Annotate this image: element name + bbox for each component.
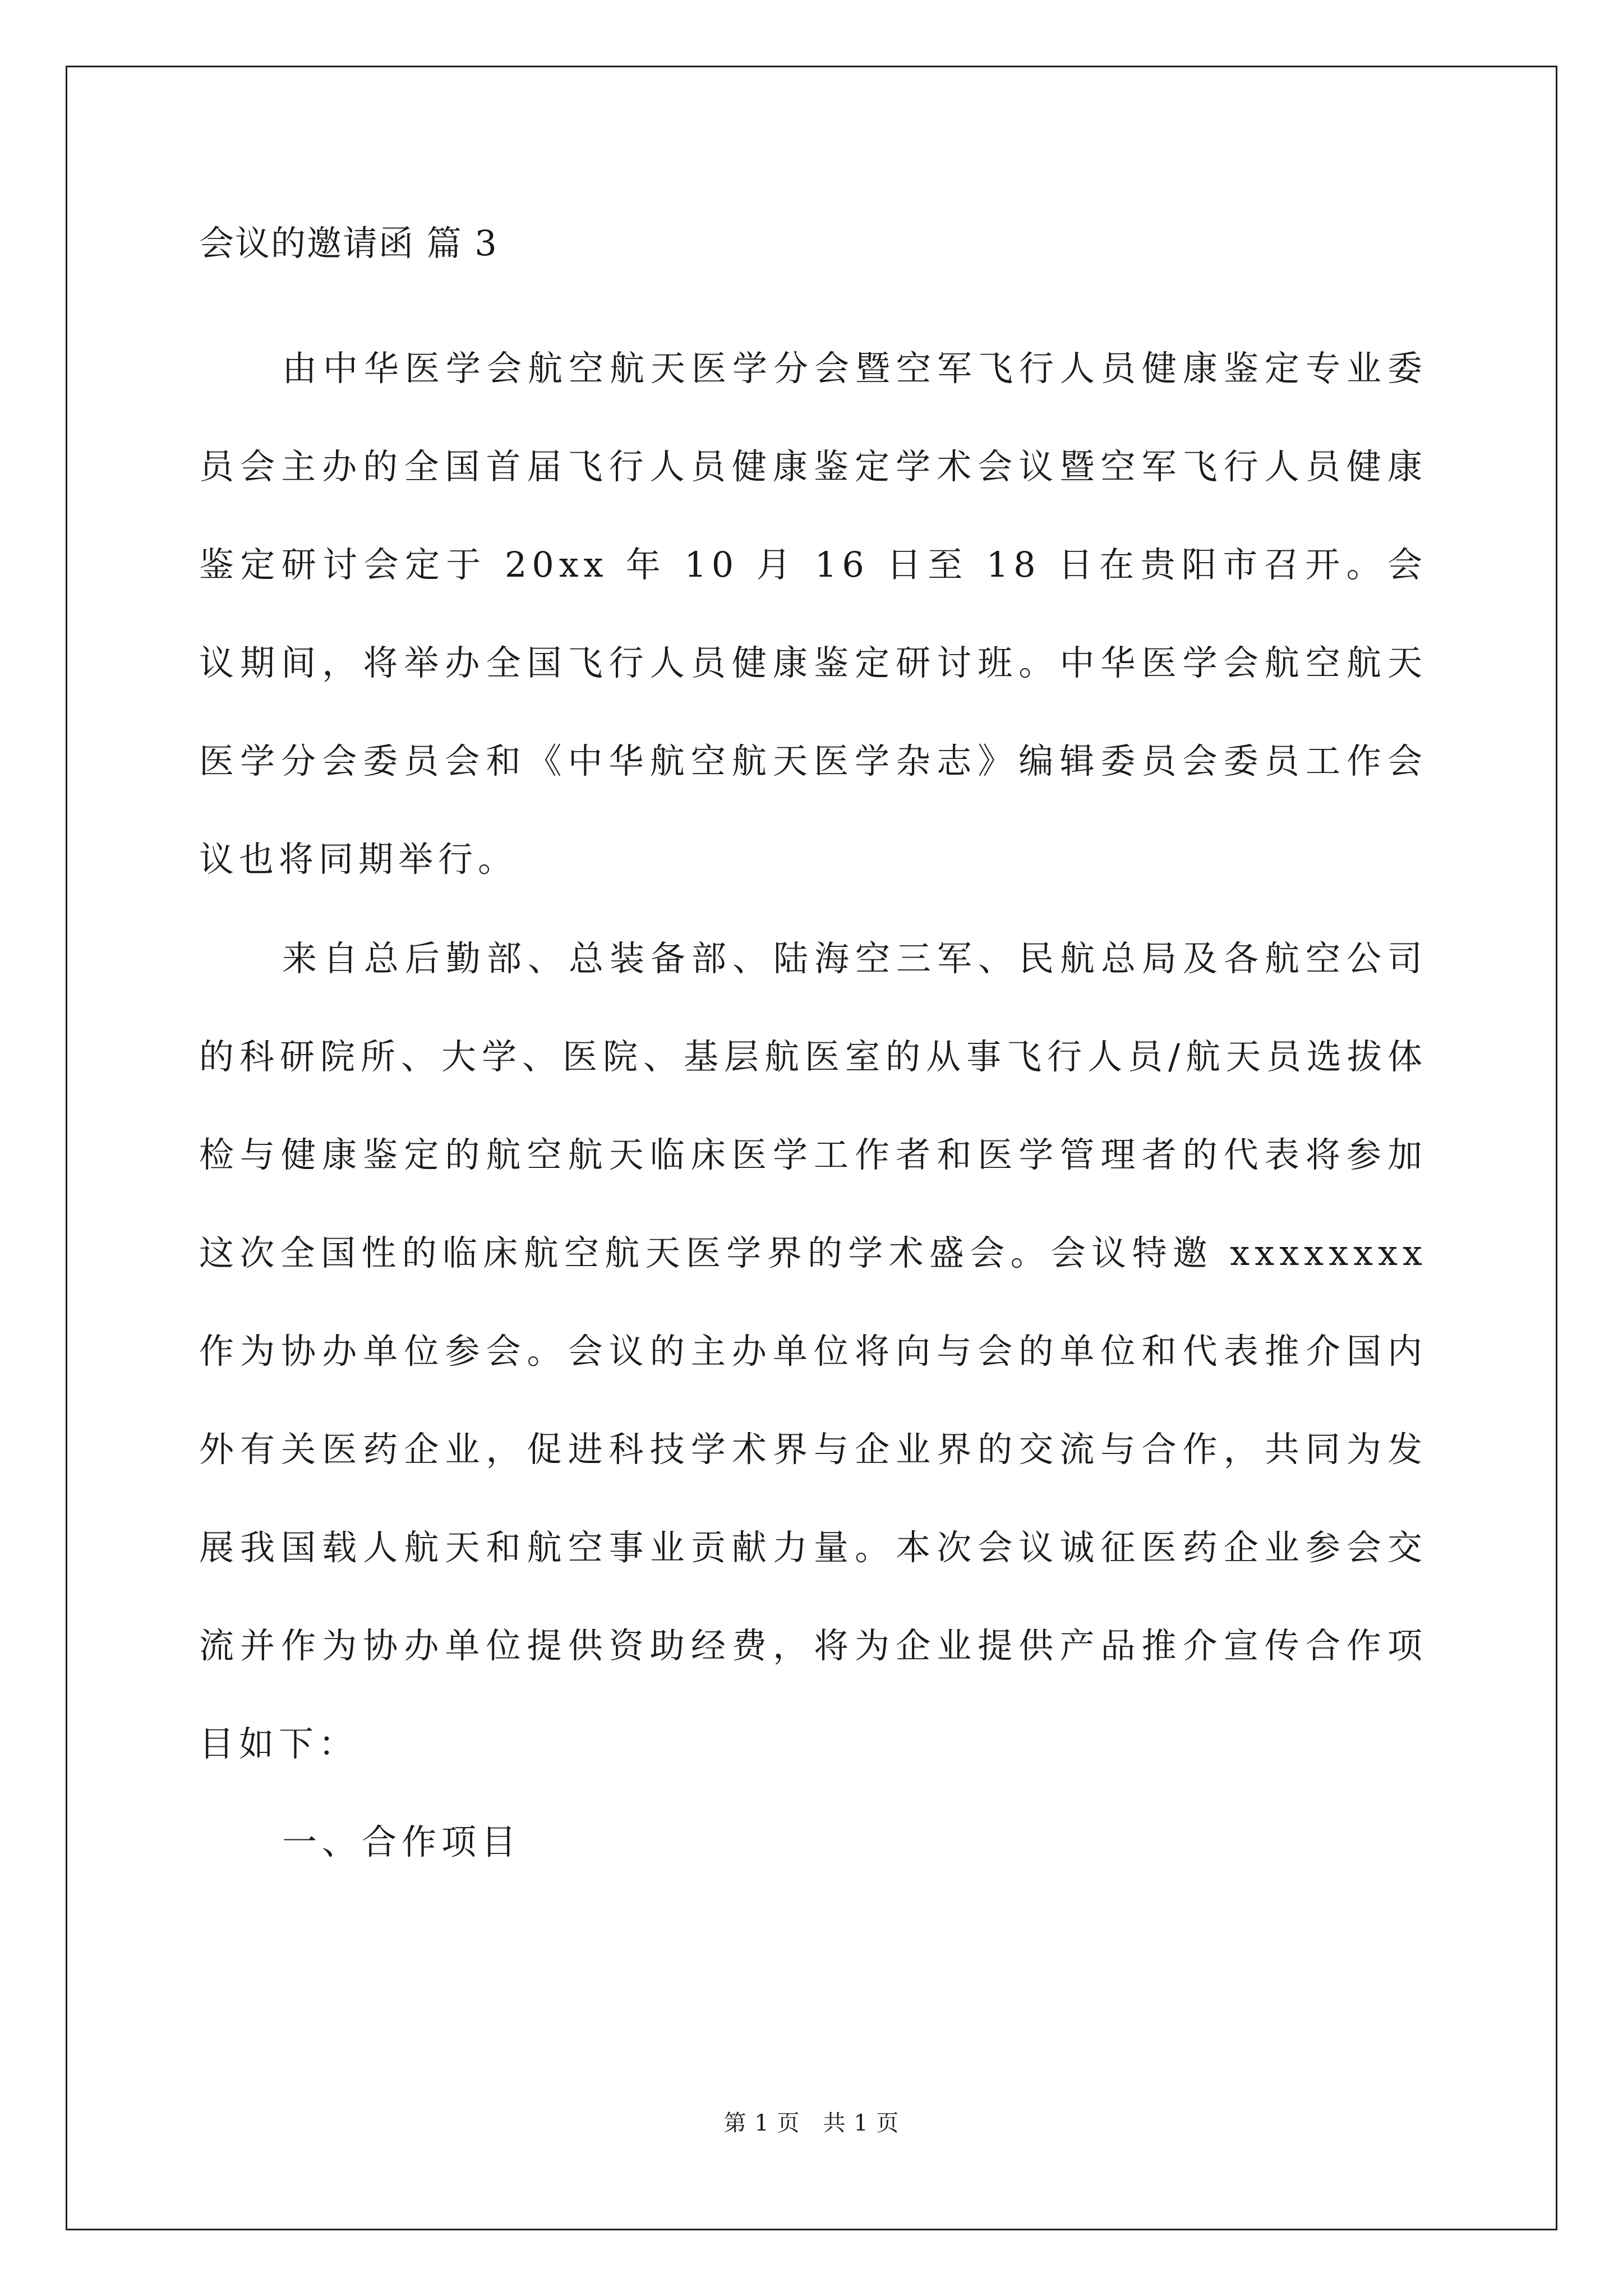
paragraph-2: 来自总后勤部、总装备部、陆海空三军、民航总局及各航空公司的科研院所、大学、医院、基层航医室的从事飞行人员/航天员选拔体检与健康鉴定的航空航天临床医学工作者和医学管理者的代表将参加这次全国性的临床航空航天医学界的学术盛会。会议特邀 xxxxxxxx 作为协办单位参会。会议的主办单位将向与会的单位和代表推介国内外有关医药企业，促进科技学术界与企业界的交流与合作，共同为发展我国载人航天和航空事业贡献力量。本次会议诚征医药企业参会交流并作为协办单位提供资助经费，将为企业提供产品推介宣传合作项目如下： [199,938,1427,1764]
page-number-footer: 第 1 页 共 1 页 [723,2110,900,2136]
document-title: 会议的邀请函 篇 3 [199,223,498,264]
document-body [199,222,1427,1891]
section-heading: 一、合作项目 [282,1821,522,1862]
paragraph-1: 由中华医学会航空航天医学分会暨空军飞行人员健康鉴定专业委员会主办的全国首届飞行人员健康鉴定学术会议暨空军飞行人员健康鉴定研讨会定于 20xx 年 10 月 16 日至 18 日在贵阳市召开。会议期间，将举办全国飞行人员健康鉴定研讨班。中华医学会航空航天医学分会委员会和《中华航空航天医学杂志》编辑委员会委员工作会议也将同期举行。 [199,348,1427,880]
